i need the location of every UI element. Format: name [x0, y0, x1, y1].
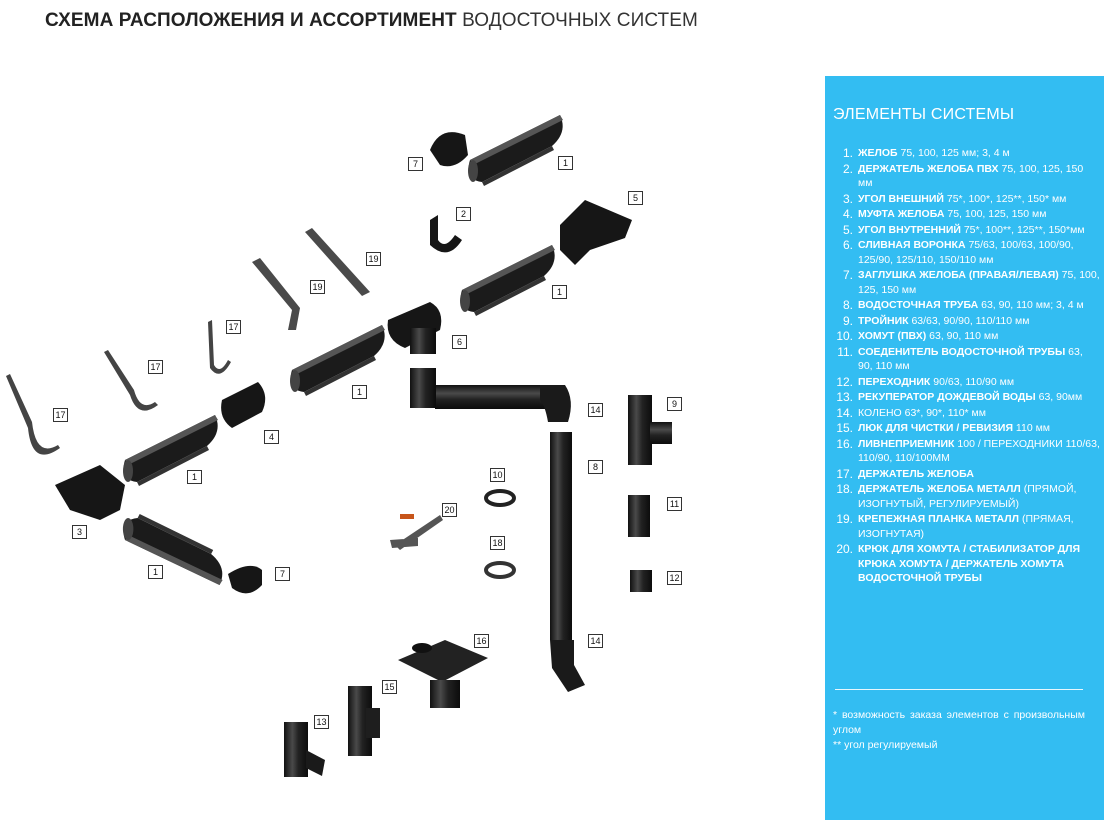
element-number: 13.	[836, 390, 853, 404]
inner-corner	[560, 200, 632, 265]
element-sizes: 75, 100, 125 мм; 3, 4 м	[897, 147, 1010, 159]
clamp-hook	[390, 515, 443, 550]
element-item	[825, 207, 1100, 222]
callout-17-left: 17	[53, 408, 68, 422]
element-name: ВОДОСТОЧНАЯ ТРУБА	[858, 299, 979, 311]
callout-3: 3	[72, 525, 87, 539]
callout-17-middle: 17	[148, 360, 163, 374]
footnote-custom-angle: * возможность заказа элементов с произвольным углом	[833, 709, 1085, 736]
element-name: МУФТА ЖЕЛОБА	[858, 208, 945, 220]
element-item	[825, 223, 1100, 238]
callout-13: 13	[314, 715, 329, 729]
element-name: ЛИВНЕПРИЕМНИК	[858, 437, 955, 450]
callout-1-middle: 1	[352, 385, 367, 399]
element-sizes: 110 мм	[1013, 422, 1051, 434]
element-name: ТРОЙНИК	[858, 314, 909, 327]
panel-title: ЭЛЕМЕНТЫ СИСТЕМЫ	[833, 106, 1015, 123]
page-title	[45, 10, 698, 32]
element-name: ДЕРЖАТЕЛЬ ЖЕЛОБА ПВХ	[858, 162, 999, 175]
element-name: ХОМУТ (ПВХ)	[858, 330, 927, 342]
element-number: 15.	[836, 421, 853, 435]
element-name: ЖЕЛОБ	[858, 147, 898, 159]
element-item	[825, 406, 1100, 421]
element-number: 14.	[836, 405, 853, 420]
element-item	[825, 542, 1100, 586]
element-sizes: (ПРЯМАЯ, ИЗОГНУТАЯ)	[858, 513, 1074, 540]
tee-vertical	[628, 395, 652, 465]
element-number: 12.	[836, 374, 853, 389]
pipe-connector	[628, 495, 650, 537]
element-number: 9.	[842, 313, 853, 328]
end-cap-top	[430, 132, 468, 166]
callout-19-lower: 19	[310, 280, 325, 294]
callout-1-lower-left: 1	[187, 470, 202, 484]
element-sizes: 75*, 100*, 125**, 150* мм	[943, 192, 1067, 205]
callout-14-upper: 14	[588, 403, 603, 417]
element-sizes: 63, 90, 110 мм; 3, 4 м	[978, 299, 1084, 311]
end-cap-bottom	[228, 566, 262, 594]
element-item	[825, 314, 1100, 329]
tee-branch	[650, 422, 672, 444]
callout-7-bottom: 7	[275, 567, 290, 581]
rain-gully-outlet	[430, 680, 460, 708]
title-bold: СХЕМА РАСПОЛОЖЕНИЯ И АССОРТИМЕНТ	[45, 10, 457, 31]
element-item	[825, 329, 1100, 344]
horizontal-pipe	[435, 385, 555, 409]
element-number: 2.	[842, 161, 853, 176]
callout-1-bottom: 1	[148, 565, 163, 579]
element-sizes: 100 / ПЕРЕХОДНИКИ 110/63, 110/90, 110/100ММ	[858, 437, 1100, 464]
element-item	[825, 512, 1100, 541]
element-number: 3.	[842, 191, 853, 206]
element-item	[825, 390, 1100, 405]
gutter-coupling	[221, 382, 265, 428]
callout-5: 5	[628, 191, 643, 205]
clamp-pvc	[486, 491, 514, 505]
callout-15: 15	[382, 680, 397, 694]
element-item	[825, 437, 1100, 466]
metal-holder-3	[6, 374, 60, 455]
panel-divider	[835, 689, 1083, 690]
rain-recuperator	[284, 722, 308, 777]
element-sizes: 75, 100, 125, 150 мм	[858, 269, 1100, 296]
callout-2: 2	[456, 207, 471, 221]
callout-1-top: 1	[558, 156, 573, 170]
callout-6: 6	[452, 335, 467, 349]
element-number: 20.	[836, 542, 853, 556]
callout-1-upper-right: 1	[552, 285, 567, 299]
element-number: 7.	[842, 268, 853, 282]
callout-11: 11	[667, 497, 682, 511]
element-name: ЛЮК ДЛЯ ЧИСТКИ / РЕВИЗИЯ	[858, 422, 1014, 434]
callout-12: 12	[667, 571, 682, 585]
element-sizes: 90/63, 110/90 мм	[930, 375, 1015, 388]
downpipe	[550, 432, 572, 640]
element-sizes: 75/63, 100/63, 100/90, 125/90, 125/110, 150/110 мм	[858, 239, 1074, 266]
element-sizes: 63/63, 90/90, 110/110 мм	[908, 314, 1030, 327]
element-sizes: 63, 90, 110 мм	[926, 330, 999, 342]
element-item	[825, 238, 1100, 267]
element-number: 18.	[836, 482, 853, 496]
element-number: 11.	[837, 344, 853, 359]
gutter-upper-right	[460, 245, 555, 316]
callout-4: 4	[264, 430, 279, 444]
element-item	[825, 345, 1100, 374]
element-name: ДЕРЖАТЕЛЬ ЖЕЛОБА МЕТАЛЛ	[858, 483, 1021, 495]
element-item	[825, 268, 1100, 297]
callout-8: 8	[588, 460, 603, 474]
inspection-hatch-door	[366, 708, 380, 738]
element-sizes: 75, 100, 125, 150 мм	[944, 208, 1047, 220]
clamp-hook-tip	[400, 514, 414, 519]
element-name: УГОЛ ВНЕШНИЙ	[858, 192, 944, 205]
element-item	[825, 298, 1100, 313]
element-number: 19.	[836, 512, 853, 526]
callout-18: 18	[490, 536, 505, 550]
callout-20: 20	[442, 503, 457, 517]
element-number: 16.	[836, 436, 853, 451]
element-number: 1.	[842, 146, 853, 160]
callout-17-upper: 17	[226, 320, 241, 334]
gutter-bottom	[123, 514, 223, 585]
element-name: КРЕПЕЖНАЯ ПЛАНКА МЕТАЛЛ	[858, 513, 1020, 525]
callout-16: 16	[474, 634, 489, 648]
element-number: 10.	[836, 329, 853, 343]
system-elements-panel	[825, 76, 1104, 820]
element-item	[825, 146, 1100, 161]
gutter-lower-left	[123, 415, 218, 486]
callout-10: 10	[490, 468, 505, 482]
element-sizes: КОЛЕНО 63*, 90*, 110* мм	[858, 406, 986, 419]
clamp-metal	[486, 563, 514, 577]
element-item	[825, 192, 1100, 207]
element-item	[825, 375, 1100, 390]
element-list	[825, 146, 1100, 587]
title-light: ВОДОСТОЧНЫХ СИСТЕМ	[462, 10, 698, 31]
outlet-pipe	[410, 328, 436, 354]
callout-9: 9	[667, 397, 682, 411]
element-name: РЕКУПЕРАТОР ДОЖДЕВОЙ ВОДЫ	[858, 391, 1036, 403]
upper-elbow	[540, 385, 571, 422]
element-number: 6.	[842, 238, 853, 252]
rain-recuperator-spout	[306, 750, 325, 776]
element-sizes: 63, 90мм	[1035, 391, 1083, 403]
element-name: СЛИВНАЯ ВОРОНКА	[858, 239, 966, 251]
gutter-top	[468, 115, 563, 186]
callout-19-upper: 19	[366, 252, 381, 266]
element-number: 4.	[842, 207, 853, 221]
mounting-plate-bent	[252, 258, 300, 330]
footnote-adjustable-angle: ** угол регулируемый	[833, 739, 938, 751]
element-number: 8.	[842, 298, 853, 312]
element-number: 5.	[842, 222, 853, 237]
element-item	[825, 482, 1100, 511]
element-name: СОЕДЕНИТЕЛЬ ВОДОСТОЧНОЙ ТРУБЫ	[858, 345, 1066, 358]
outer-corner	[55, 465, 125, 520]
element-item	[825, 162, 1100, 191]
element-name: УГОЛ ВНУТРЕННИЙ	[858, 223, 961, 236]
element-name: ДЕРЖАТЕЛЬ ЖЕЛОБА	[858, 467, 974, 480]
element-item	[825, 421, 1100, 436]
lower-elbow	[550, 640, 585, 692]
element-item	[825, 467, 1100, 482]
element-sizes: (ПРЯМОЙ, ИЗОГНУТЫЙ, РЕГУЛИРУЕМЫЙ)	[858, 483, 1077, 510]
element-name: ЗАГЛУШКА ЖЕЛОБА (ПРАВАЯ/ЛЕВАЯ)	[858, 269, 1059, 281]
element-sizes: 75, 100, 125, 150 мм	[858, 162, 1084, 189]
left-elbow-pipe	[410, 368, 436, 408]
gutter-middle	[290, 325, 385, 396]
element-number: 17.	[836, 466, 853, 481]
pipe-adapter	[630, 570, 652, 592]
callout-7-top: 7	[408, 157, 423, 171]
callout-14-lower: 14	[588, 634, 603, 648]
element-sizes: 75*, 100**, 125**, 150*мм	[960, 223, 1085, 236]
rain-gully-top-pipe	[412, 643, 432, 653]
gutter-system-diagram	[0, 40, 825, 820]
element-sizes: 63, 90, 110 мм	[858, 345, 1083, 372]
element-name: КРЮК ДЛЯ ХОМУТА / СТАБИЛИЗАТОР ДЛЯ КРЮКА ХОМУТА / ДЕРЖАТЕЛЬ ХОМУТА ВОДОСТОЧНОЙ ТРУБЫ	[858, 543, 1081, 584]
element-name: ПЕРЕХОДНИК	[858, 375, 931, 388]
